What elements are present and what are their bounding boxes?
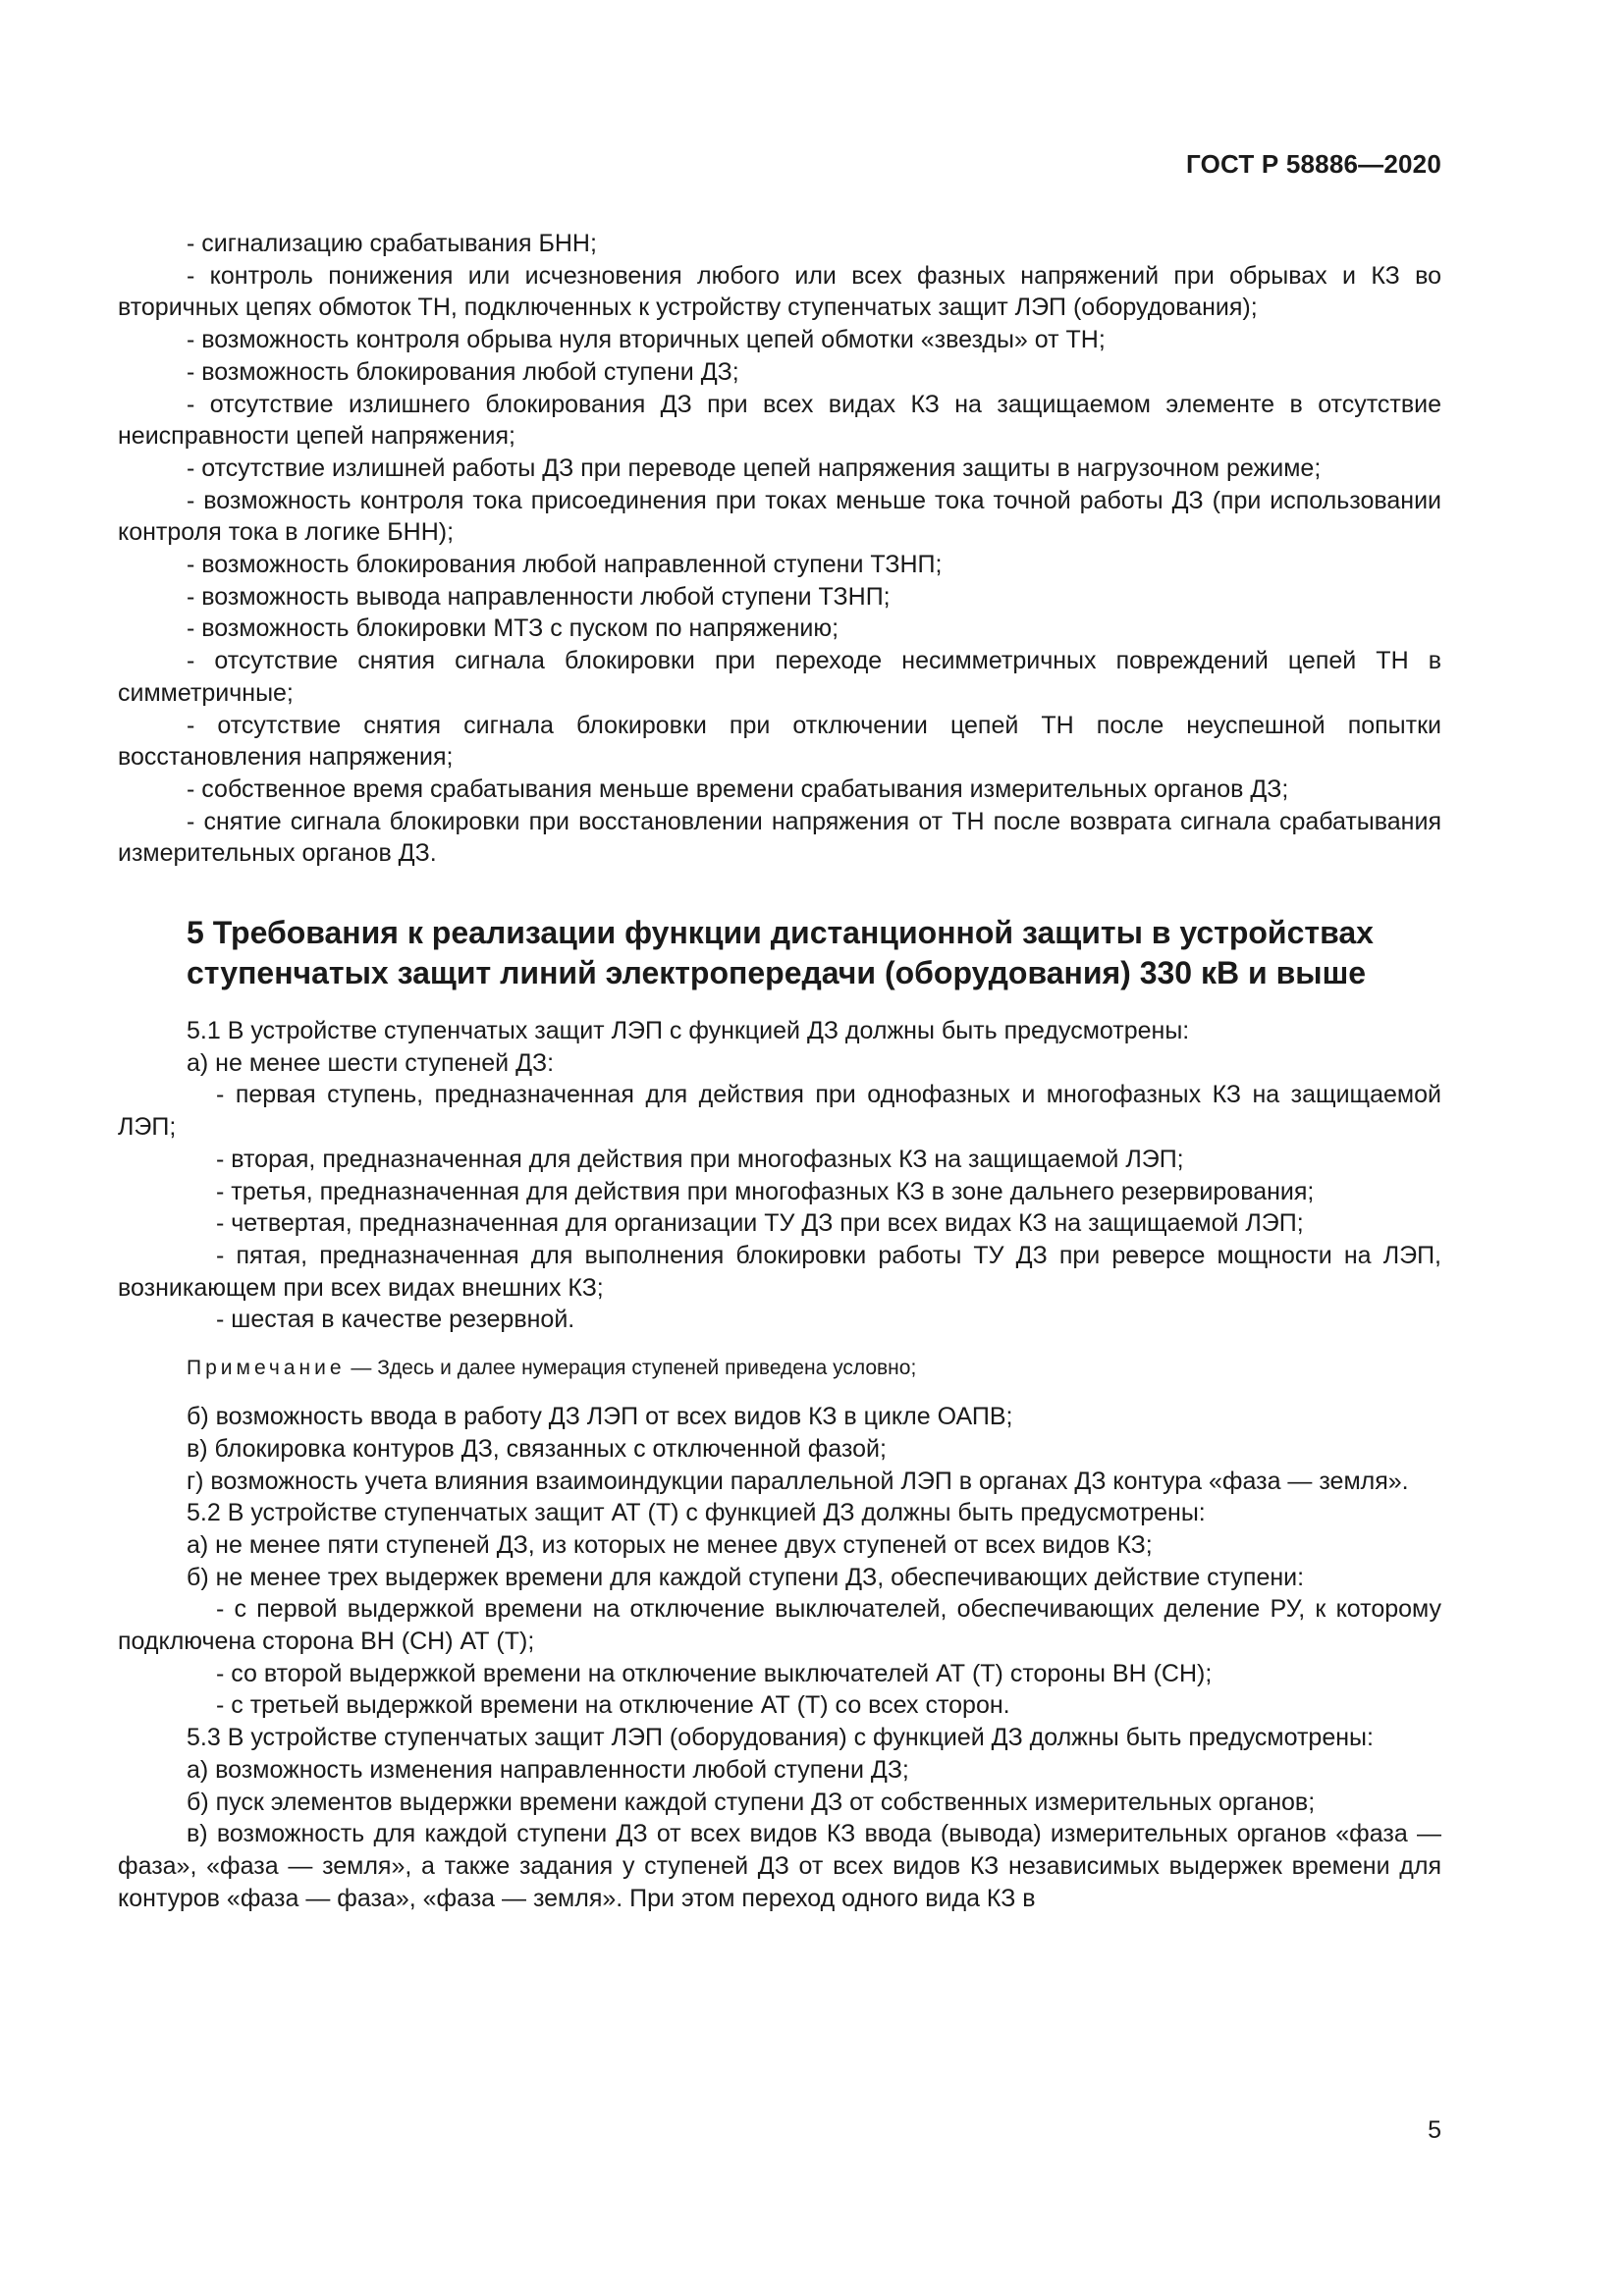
- delay-item: - с первой выдержкой времени на отключение выключателей, обеспечивающих деление РУ, к которому подключена сторона ВН (СН) АТ (Т);: [118, 1595, 1441, 1656]
- clause-item: в) блокировка контуров ДЗ, связанных с отключенной фазой;: [187, 1434, 887, 1463]
- stage-item: - вторая, предназначенная для действия при многофазных КЗ на защищаемой ЛЭП;: [216, 1145, 1184, 1173]
- note-text: — Здесь и далее нумерация ступеней приведена условно;: [345, 1357, 917, 1380]
- delay-item: - со второй выдержкой времени на отключение выключателей АТ (Т) стороны ВН (СН);: [216, 1659, 1213, 1687]
- list-item: - сигнализацию срабатывания БНН;: [187, 230, 597, 257]
- clause-item: г) возможность учета влияния взаимоиндукции параллельной ЛЭП в органах ДЗ контура «фаза — земля».: [187, 1467, 1409, 1495]
- list-item: - возможность вывода направленности любой ступени ТЗНП;: [187, 582, 891, 611]
- list-item: - возможность контроля обрыва нуля вторичных цепей обмотки «звезды» от ТН;: [187, 326, 1106, 354]
- clause-5-1-a: а) не менее шести ступеней ДЗ:: [187, 1048, 555, 1077]
- clause-item: а) возможность изменения направленности любой ступени ДЗ;: [187, 1755, 909, 1784]
- clause-item: б) пуск элементов выдержки времени каждой ступени ДЗ от собственных измерительных органов;: [187, 1788, 1316, 1816]
- delay-item: - с третьей выдержкой времени на отключение АТ (Т) со всех сторон.: [216, 1691, 1010, 1720]
- clause-5-3-intro: 5.3 В устройстве ступенчатых защит ЛЭП (оборудования) с функцией ДЗ должны быть предусмотрены:: [187, 1724, 1374, 1752]
- list-item: - возможность блокирования любой направленной ступени ТЗНП;: [187, 551, 943, 579]
- stage-item: - первая ступень, предназначенная для действия при однофазных и многофазных КЗ на защищаемой ЛЭП;: [118, 1081, 1441, 1142]
- list-item: - отсутствие излишней работы ДЗ при переводе цепей напряжения защиты в нагрузочном режиме;: [187, 454, 1322, 482]
- list-item: - отсутствие снятия сигнала блокировки при отключении цепей ТН после неуспешной попытки восстановления напряжения;: [118, 711, 1441, 772]
- clause-5-2-b: б) не менее трех выдержек времени для каждой ступени ДЗ, обеспечивающих действие ступени:: [187, 1563, 1305, 1591]
- page-body: [118, 228, 1441, 1914]
- clause-item: б) возможность ввода в работу ДЗ ЛЭП от всех видов КЗ в цикле ОАПВ;: [187, 1403, 1013, 1431]
- clause-5-2-a: а) не менее пяти ступеней ДЗ, из которых не менее двух ступеней от всех видов КЗ;: [187, 1530, 1153, 1559]
- stage-item: - пятая, предназначенная для выполнения блокировки работы ТУ ДЗ при реверсе мощности на ЛЭП, возникающем при всех видах внешних КЗ;: [118, 1241, 1441, 1302]
- clause-5-1-intro: 5.1 В устройстве ступенчатых защит ЛЭП с функцией ДЗ должны быть предусмотрены:: [187, 1017, 1190, 1045]
- list-item: - снятие сигнала блокировки при восстановлении напряжения от ТН после возврата сигнала срабатывания измерительных органов ДЗ.: [118, 807, 1441, 868]
- list-item: - возможность блокировки МТЗ с пуском по напряжению;: [187, 614, 839, 643]
- stage-item: - третья, предназначенная для действия при многофазных КЗ в зоне дальнего резервирования;: [216, 1177, 1315, 1205]
- stage-item: - шестая в качестве резервной.: [216, 1306, 575, 1334]
- standard-designation: ГОСТ Р 58886—2020: [1186, 149, 1441, 179]
- note-label: Примечание: [187, 1357, 346, 1380]
- note: [118, 1354, 1441, 1383]
- section-heading: 5 Требования к реализации функции дистанционной защиты в устройствах ступенчатых защит линий электропередачи (оборудования) 330 кВ и выше: [187, 915, 1374, 991]
- page-number: 5: [1428, 2116, 1441, 2144]
- list-item: - возможность контроля тока присоединения при токах меньше тока точной работы ДЗ (при использовании контроля тока в логике БНН);: [118, 486, 1441, 547]
- clause-item: в) возможность для каждой ступени ДЗ от всех видов КЗ ввода (вывода) измерительных органов «фаза — фаза», «фаза — земля», а также задания у ступеней ДЗ от всех видов КЗ независимых выдержек времени для контуров «фаза — фаза», «фаза — земля». При этом переход одного вида КЗ в: [118, 1820, 1441, 1912]
- list-item: - возможность блокирования любой ступени ДЗ;: [187, 357, 739, 386]
- list-item: - отсутствие излишнего блокирования ДЗ при всех видах КЗ на защищаемом элементе в отсутствие неисправности цепей напряжения;: [118, 390, 1441, 451]
- list-item: - собственное время срабатывания меньше времени срабатывания измерительных органов ДЗ;: [187, 774, 1289, 803]
- list-item: - контроль понижения или исчезновения любого или всех фазных напряжений при обрывах и КЗ во вторичных цепях обмоток ТН, подключенных к устройству ступенчатых защит ЛЭП (оборудования);: [118, 261, 1441, 322]
- clause-5-2-intro: 5.2 В устройстве ступенчатых защит АТ (Т) с функцией ДЗ должны быть предусмотрены:: [187, 1499, 1206, 1527]
- list-item: - отсутствие снятия сигнала блокировки при переходе несимметричных повреждений цепей ТН в симметричные;: [118, 647, 1441, 707]
- stage-item: - четвертая, предназначенная для организации ТУ ДЗ при всех видах КЗ на защищаемой ЛЭП;: [216, 1209, 1304, 1238]
